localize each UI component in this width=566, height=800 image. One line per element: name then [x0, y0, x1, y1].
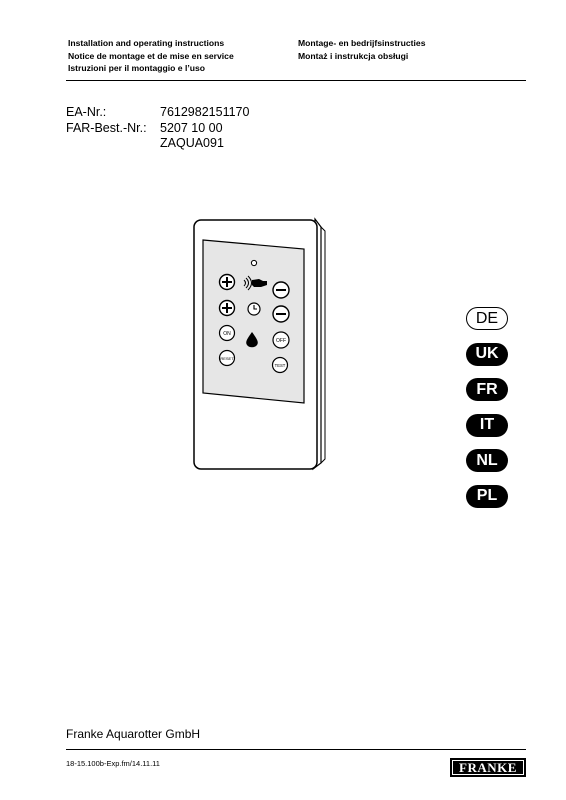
title-italian: Istruzioni per il montaggio e l’uso — [68, 63, 206, 74]
far-order-label: FAR-Best.-Nr.: — [66, 120, 147, 135]
header-right-titles — [298, 37, 426, 62]
led-indicator — [251, 260, 256, 265]
minus-button-top[interactable] — [273, 282, 289, 298]
language-tab-pl[interactable]: PL — [466, 485, 508, 508]
language-selector — [466, 307, 508, 521]
company-name: Franke Aquarotter GmbH — [66, 727, 201, 741]
clock-icon — [248, 303, 260, 315]
title-french: Notice de montage et de mise en service — [68, 50, 234, 61]
title-english: Installation and operating instructions — [68, 38, 225, 48]
reset-button[interactable] — [220, 351, 235, 366]
title-dutch: Montage- en bedrijfsinstructies — [298, 38, 426, 48]
document-reference: 18-15.100b-Exp.fm/14.11.11 — [66, 759, 160, 768]
test-button[interactable] — [273, 358, 288, 373]
plus-button-bottom[interactable] — [220, 301, 235, 316]
language-tab-uk[interactable]: UK — [466, 343, 508, 366]
footer-divider — [66, 749, 526, 750]
on-button[interactable] — [220, 326, 235, 341]
far-order-value: 5207 10 00 — [160, 120, 223, 135]
model-number: ZAQUA091 — [160, 136, 224, 150]
language-tab-fr[interactable]: FR — [466, 378, 508, 401]
header-left-titles — [68, 37, 234, 75]
ea-number-value: 7612982151170 — [160, 105, 250, 119]
test-button-label: TEST — [274, 363, 286, 368]
header-divider — [66, 80, 526, 81]
minus-button-bottom[interactable] — [273, 306, 289, 322]
plus-button-top[interactable] — [220, 275, 235, 290]
ea-number-label: EA-Nr.: — [66, 105, 107, 119]
off-button-label: OFF — [276, 338, 286, 344]
language-tab-it[interactable]: IT — [466, 414, 508, 437]
remote-control-illustration — [185, 213, 335, 473]
identifier-labels — [66, 105, 147, 136]
language-tab-de[interactable]: DE — [466, 307, 508, 330]
title-polish: Montaż i instrukcja obsługi — [298, 50, 409, 61]
language-tab-nl[interactable]: NL — [466, 449, 508, 472]
franke-logo: FRANKE — [450, 758, 526, 777]
reset-button-label: RESET — [220, 356, 234, 361]
identifier-values — [160, 105, 249, 152]
on-button-label: ON — [223, 331, 231, 337]
off-button[interactable] — [273, 332, 289, 348]
